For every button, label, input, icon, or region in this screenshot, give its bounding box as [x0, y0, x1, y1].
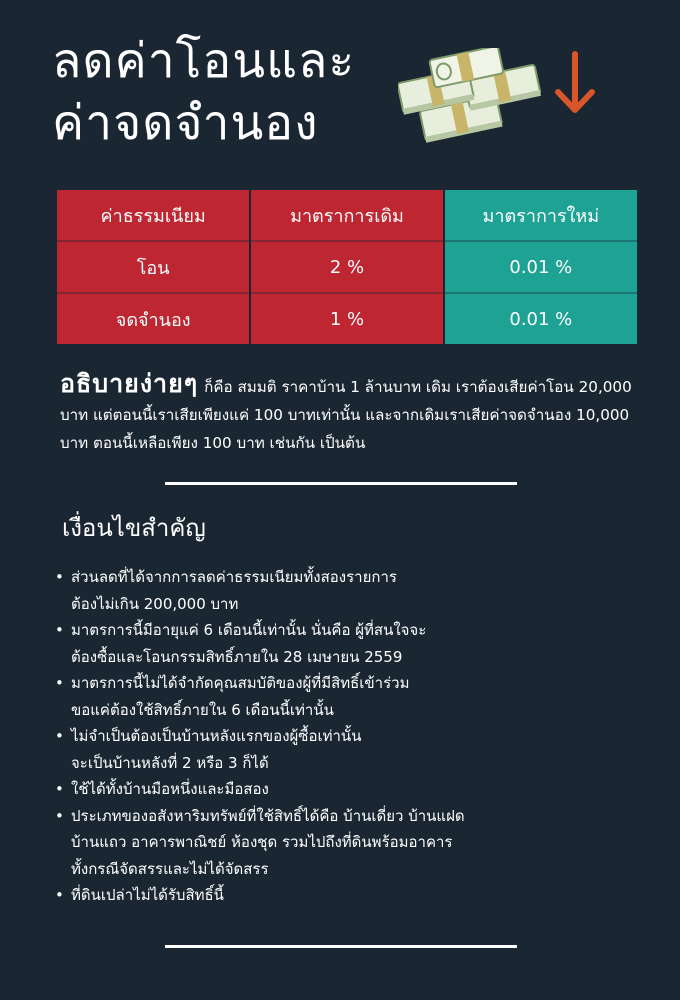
bullet-icon: • — [55, 886, 64, 904]
explanation-body: ก็คือ สมมติ ราคาบ้าน 1 ล้านบาท เดิม เราต้องเสียค่าโอน 20,000 บาท แต่ตอนนี้เราเสียเพียงแค่ 100 บาทเท่านั้น และจากเดิมเราเสียค่าจดจำนอง 10,000 บาท ตอนนี้เหลือเพียง 100 บาท เช่นกัน เป็นต้น — [60, 378, 632, 452]
bullet-icon: • — [55, 568, 64, 586]
row-transfer-label: โอน — [57, 241, 250, 293]
row-mortgage-old: 1 % — [250, 293, 443, 344]
page-title — [52, 30, 355, 154]
row-transfer-new: 0.01 % — [444, 241, 637, 293]
explanation-paragraph — [60, 370, 650, 457]
list-item-text: ไม่จำเป็นต้องเป็นบ้านหลังแรกของผู้ซื้อเท่านั้น จะเป็นบ้านหลังที่ 2 หรือ 3 ก็ได้ — [71, 727, 362, 772]
bullet-icon: • — [55, 806, 64, 825]
list-item — [55, 617, 655, 670]
list-item — [55, 776, 655, 803]
bullet-icon: • — [55, 674, 64, 692]
divider — [165, 482, 517, 485]
conditions-list — [55, 564, 655, 909]
list-item — [55, 723, 655, 776]
list-item — [55, 803, 655, 883]
header-fee-type: ค่าธรรมเนียม — [57, 190, 250, 241]
table-row — [57, 241, 637, 293]
title-line-2: ค่าจดจำนอง — [52, 95, 319, 151]
arrow-down-icon — [552, 50, 598, 116]
list-item — [55, 564, 655, 617]
conditions-heading: เงื่อนไขสำคัญ — [62, 514, 206, 542]
list-item-text: มาตรการนี้มีอายุแค่ 6 เดือนนี้เท่านั้น นั่นคือ ผู้ที่สนใจจะ ต้องซื้อและโอนกรรมสิทธิ์ภายใน 28 เมษายน 2559 — [71, 621, 427, 666]
list-item-text: มาตรการนี้ไม่ได้จำกัดคุณสมบัติของผู้ที่มีสิทธิ์เข้าร่วม ขอแค่ต้องใช้สิทธิ์ภายใน 6 เดือนนี้เท่านั้น — [71, 674, 410, 719]
list-item-text: ประเภทของอสังหาริมทรัพย์ที่ใช้สิทธิ์ได้คือ บ้านเดี่ยว บ้านแฝด บ้านแถว อาคารพาณิชย์ ห้องชุด รวมไปถึงที่ดินพร้อมอาคาร ทั้งกรณีจัดสรรและไม่ได้จัดสรร — [71, 806, 465, 878]
table-header-row — [57, 190, 637, 241]
row-mortgage-label: จดจำนอง — [57, 293, 250, 344]
list-item — [55, 670, 655, 723]
list-item-text: ใช้ได้ทั้งบ้านมือหนึ่งและมือสอง — [71, 780, 269, 798]
money-stack-icon — [398, 48, 548, 148]
table-row — [57, 293, 637, 344]
fee-comparison-table — [57, 190, 637, 344]
row-mortgage-new: 0.01 % — [444, 293, 637, 344]
divider — [165, 945, 517, 948]
row-transfer-old: 2 % — [250, 241, 443, 293]
header-new-measure: มาตราการใหม่ — [444, 190, 637, 241]
bullet-icon: • — [55, 727, 64, 745]
header-old-measure: มาตราการเดิม — [250, 190, 443, 241]
bullet-icon: • — [55, 621, 64, 639]
list-item-text: ที่ดินเปล่าไม่ได้รับสิทธิ์นี้ — [71, 886, 224, 904]
list-item — [55, 882, 655, 909]
explanation-heading: อธิบายง่ายๆ — [60, 369, 199, 398]
bullet-icon: • — [55, 780, 64, 798]
title-line-1: ลดค่าโอนและ — [52, 33, 356, 89]
list-item-text: ส่วนลดที่ได้จากการลดค่าธรรมเนียมทั้งสองรายการ ต้องไม่เกิน 200,000 บาท — [71, 568, 397, 613]
